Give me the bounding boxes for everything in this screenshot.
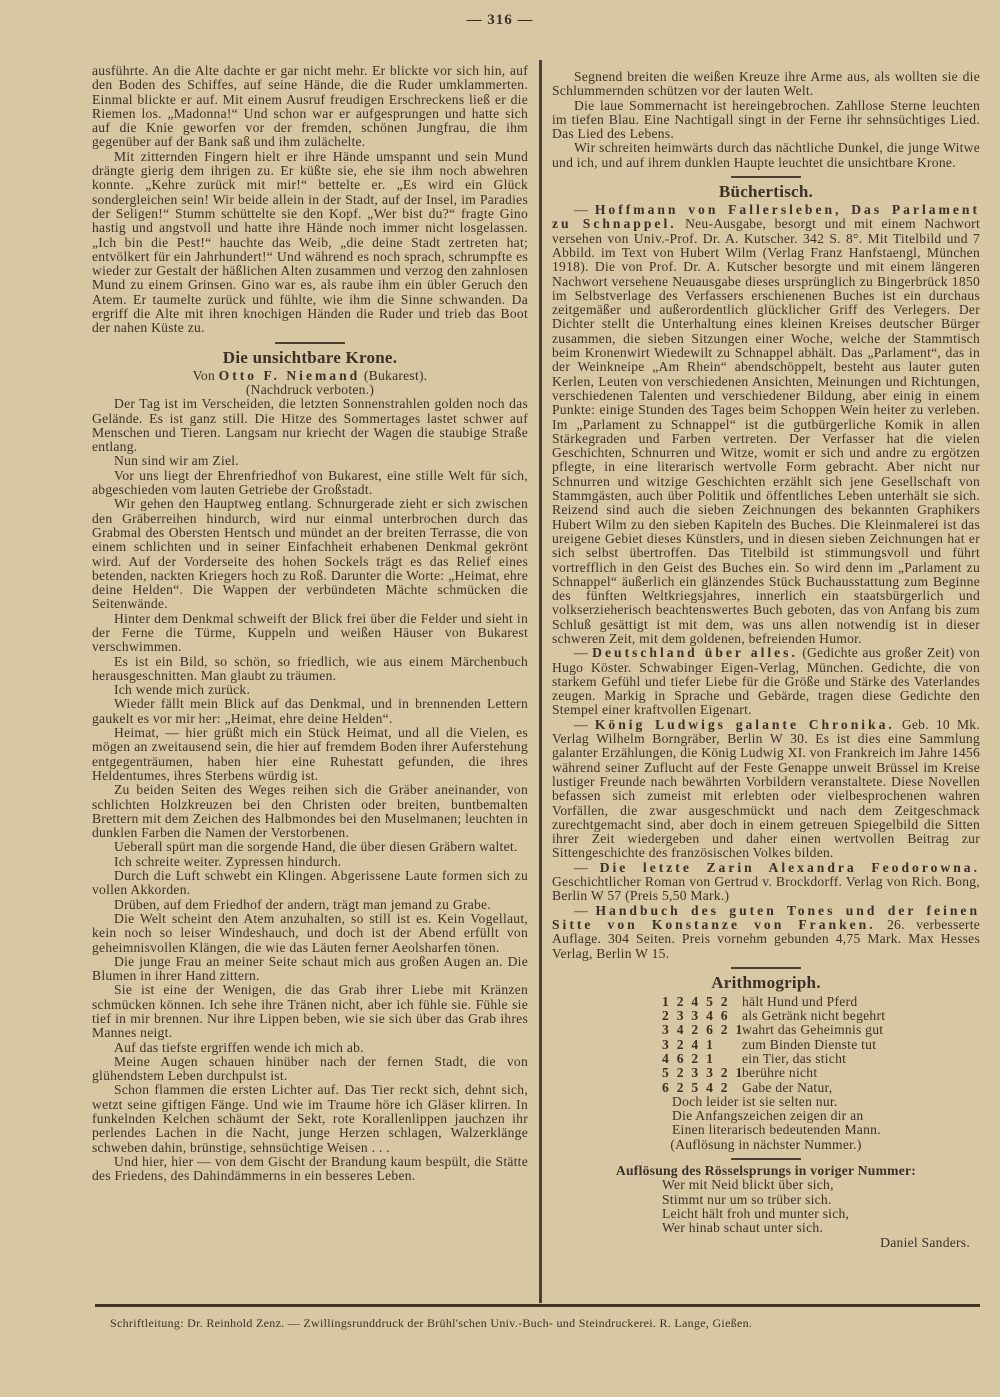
book-review-entry (552, 904, 980, 961)
entry-dash: — (574, 902, 596, 918)
story-paragraph: Der Tag ist im Verscheiden, die letzten Sonnenstrahlen golden noch das Gelände. Es ist ganz still. Die Hitze des Sommertages lastet schwer auf Menschen und Tieren. Langsam nur kriecht der Wagen die staubige Straße entlang. (92, 396, 528, 455)
story-end-paragraph: Wir schreiten heimwärts durch das nächtliche Dunkel, die junge Witwe und ich, und auf ihrem dunklen Haupte leuchtet die unsichtbare Krone. (552, 140, 980, 170)
imprint-footer: Schriftleitung: Dr. Reinhold Zenz. — Zwillingsrunddruck der Brühl'schen Univ.-Buch- und Steindruckerei. R. Lange, Gießen. (110, 1316, 753, 1330)
story-paragraph: Und hier, hier — von dem Gischt der Brandung kaum bespült, die Stätte des Friedens, des Dahindämmerns in ein besseres Leben. (92, 1153, 528, 1184)
story-paragraph: Zu beiden Seiten des Weges reihen sich die Gräber aneinander, von schlichten Holzkreuzen bei den Christen oder breiten, buntbemalten Brettern mit dem Zeichen des Halbmondes bei den Muselmanen; leuchten in dunklen Farben die Namen der Verstorbenen. (92, 782, 528, 841)
puzzle-row (662, 1038, 980, 1052)
solution-verse (662, 1178, 980, 1235)
book-review-entry (552, 203, 980, 646)
story-paragraph: Meine Augen schauen hinüber nach der fernen Stadt, die von glühendstem Leben durchpulst ist. (92, 1053, 528, 1084)
puzzle-digits: 4 6 2 1 (662, 1051, 714, 1066)
puzzle-row (662, 995, 980, 1009)
page-number: — 316 — (466, 12, 534, 28)
solution-line: Wer hinab schaut unter sich. (662, 1220, 824, 1236)
book-review-entry (552, 861, 980, 904)
section-divider (731, 1158, 801, 1160)
right-column (552, 64, 980, 1250)
story-paragraph: Drüben, auf dem Friedhof der andern, trägt man jemand zu Grabe. (114, 896, 491, 912)
puzzle-digits: 3 4 2 6 2 1 (662, 1022, 743, 1038)
book-reviews (552, 203, 980, 961)
story-paragraph: Ich schreite weiter. Zypressen hindurch. (114, 853, 342, 869)
story-paragraph: Die Welt scheint den Atem anzuhalten, so still ist es. Kein Vogellaut, kein noch so leiser Windeshauch, und doch ist der Abend erfüllt von geheimnisvollen Klängen, die wie das Läuten ferner Aeolsharfen tönen. (92, 910, 528, 955)
story-paragraph: Die junge Frau an meiner Seite schaut mich aus großen Augen an. Die Blumen in ihrer Hand zittern. (92, 953, 528, 984)
puzzle-rows (662, 995, 980, 1095)
story-body (92, 397, 528, 1183)
puzzle-row (662, 1009, 980, 1023)
story-continuation-paragraph: ausführte. An die Alte dachte er gar nicht mehr. Er blickte vor sich hin, auf den Boden des Schiffes, auf seine Hände, die die Ruder umklammerten. Einmal blickte er auf. Mit einem Ausruf freudigen Erschreckens ließ er die Riemen los. „Madonna!“ Und schon war er aufgesprungen und hatte sich auf die Knie geworfen vor der fremden, schönen Jungfrau, die ihm gegenüber auf der Bank saß und ihm zulächelte. (92, 63, 528, 150)
section-divider (275, 342, 345, 344)
story-title: Die unsichtbare Krone. (222, 347, 398, 367)
story-paragraph: Hinter dem Denkmal schweift der Blick frei über die Felder und sieht in der Ferne die Türme, Kuppeln und weißen Häuser von Bukarest verschwimmen. (92, 610, 528, 655)
book-review-entry (552, 718, 980, 861)
verse-line: Einen literarisch bedeutenden Mann. (672, 1122, 881, 1138)
puzzle-digits: 3 2 4 1 (662, 1036, 714, 1052)
footer-rule (95, 1304, 980, 1307)
puzzle-note: (Auflösung in nächster Nummer.) (670, 1136, 862, 1152)
puzzle-clue: berühre nicht (742, 1065, 818, 1081)
column-divider (539, 60, 542, 1303)
puzzle-clue: zum Binden Dienste tut (742, 1036, 877, 1052)
puzzle-digits: 5 2 3 3 2 1 (662, 1065, 743, 1081)
story-byline (92, 369, 528, 383)
solution-line: Wer mit Neid blickt über sich, (662, 1177, 834, 1193)
puzzle-clue: als Getränk nicht begehrt (742, 1008, 886, 1024)
solution-line: Stimmt nur um so trüber sich. (662, 1191, 832, 1207)
story-paragraph: Durch die Luft schwebt ein Klingen. Abgerissene Laute formen sich zu vollen Akkorden. (92, 868, 528, 898)
story-paragraph: Nun sind wir am Ziel. (114, 453, 239, 469)
book-description: (Gedichte aus großer Zeit) von Hugo Köster. Schwabinger Eigen-Verlag, München. Gedichte, die von starkem Gefühl und tiefer Liebe für die Größe und Stärke des Vaterlandes zeugen. Markig in Sprache und Gebärde, tragen diese Gedichte den Stempel einer kraftvollen Eigenart. (552, 645, 980, 718)
story-paragraph: Auf das tiefste ergriffen wende ich mich ab. (114, 1039, 364, 1055)
entry-dash: — (574, 859, 600, 875)
book-description: Geschichtlicher Roman von Gertrud v. Brockdorff. Verlag von Rich. Bong, Berlin W 57 (Preis 5,50 Mark.) (552, 874, 980, 904)
solution-signature: Daniel Sanders. (880, 1234, 970, 1250)
story-paragraph: Ich wende mich zurück. (114, 682, 251, 698)
book-title: Hoffmann von Fallersleben, Das Parlament zu Schnappel. (552, 202, 980, 232)
puzzle-title: Arithmogriph. (711, 972, 821, 992)
puzzle-clue: hält Hund und Pferd (742, 993, 858, 1009)
book-title: Handbuch des guten Tones und der feinen Sitte von Konstanze von Franken. (552, 902, 981, 932)
story-paragraph: Wieder fällt mein Blick auf das Denkmal, und in brennenden Lettern gaukelt es vor mir her: „Heimat, ehre deine Helden“. (92, 696, 528, 726)
puzzle-digits: 6 2 5 4 2 (662, 1079, 728, 1095)
solution-heading: Auflösung des Rösselsprungs in voriger Nummer: (615, 1163, 917, 1179)
puzzle-clue: ein Tier, das sticht (742, 1051, 847, 1066)
puzzle-digits: 2 3 3 4 6 (662, 1008, 728, 1024)
puzzle-row (662, 1023, 980, 1037)
byline-place: (Bukarest). (363, 367, 428, 383)
puzzle-clue: wahrt das Geheimnis gut (742, 1022, 884, 1038)
puzzle-row (662, 1066, 980, 1080)
story-paragraph: Es ist ein Bild, so schön, so friedlich, wie aus einem Märchenbuch herausgeschnitten. Man glaubt zu träumen. (92, 653, 528, 683)
story-paragraph: Schon flammen die ersten Lichter auf. Das Tier reckt sich, dehnt sich, wetzt seine giftigen Fänge. Und wie im Traume höre ich Gläser klirren. In funkelnden Kelchen schäumt der Sekt, rote Korallenlippen jauchzen ihr perlendes Lachen in die Nacht, junge Herzen schlagen, Walzerklänge schweben dahin, brünstige, sehnsüchtige Weisen . . . (92, 1082, 528, 1155)
book-description: Neu-Ausgabe, besorgt und mit einem Nachwort versehen von Univ.-Prof. Dr. A. Kutscher. 342 S. 8°. Mit Titelbild und 7 Abbild. im Text von Hubert Wilm (Verlag Franz Hanfstaengl, München 1918). Die von Prof. Dr. A. Kutscher besorgte und mit einem längeren Nachwort versehene Neuausgabe dieses ursprünglich zu Bingerbrück 1850 im Selbstverlage des Verfassers erschienenen Buches ist ein durchaus zeitgemäßer und außerordentlich glücklicher Griff des Verlegers. Der Dichter stellt die Unterhaltung eines kleinen Kreises deutscher Bürger zusammen, die sieben Sitzungen einer Woche, welche der Stammtisch beim Kronenwirt Wiedewilt zu Schnappel abhält. Das „Parlament“, das in der Weinkneipe „Am Rhein“ abendschöppelt, besteht aus lauter guten Kerlen, Leuten von verschiedenen Ansichten, Meinungen und Richtungen, verschiedenen Talenten und verschiedener Bildung, aber einig in einem Punkte: einige Stunden des Tages beim Schoppen Wein heiter zu verleben. Im „Parlament zu Schnappel“ ist die gutbürgerliche Komik in allen Stärkegraden und Farben vertreten. Der Verfasser hat die vielen Geschichten, Schnurren und Witze, womit er sich und andre zu ergötzen pflegte, in eine literarisch wertvolle Form gebracht. Aber nicht nur Schnurren und witzige Geschichten erzählt sich jene Gesellschaft von Stammgästen, auch über Politik und öffentliches Leben unterhält sie sich. Reizend sind auch die sieben Zeichnungen des bekannten Graphikers Hubert Wilm zu den sieben Kapiteln des Buches. Die Kleinmalerei ist das ureigene Gebiet dieses Künstlers, und in diesen sieben Zeichnungen hat er sich selbst übertroffen. Das Titelbild ist stimmungsvoll und führt vortrefflich in den Geist des Buches ein. So wird denn im „Parlament zu Schnappel“ äußerlich ein glänzendes Stück Buchausstattung zum Beginne des fünften Weltkriegsjahres, innerlich ein staatsbürgerlich und volkserzieherisch beachtenswertes Buch geboten, das von Anfang bis zum Schluß gesättigt ist mit dem, was uns allen notwendig ist in dieser schweren Zeit, mit dem goldenen, befreienden Humor. (552, 216, 980, 646)
puzzle-clue: Gabe der Natur, (742, 1079, 833, 1095)
left-column (92, 64, 528, 1184)
story-end-paragraph: Segnend breiten die weißen Kreuze ihre Arme aus, als wollten sie die Schlummernden schützen vor der lauten Welt. (552, 69, 980, 99)
book-title: Deutschland über alles. (592, 645, 798, 661)
author-name: Otto F. Niemand (218, 367, 361, 383)
solution-line: Leicht hält froh und munter sich, (662, 1205, 850, 1221)
verse-line: Doch leider ist sie selten nur. (672, 1093, 838, 1109)
story-paragraph: Vor uns liegt der Ehrenfriedhof von Bukarest, eine stille Welt für sich, abgeschieden vom lauten Getriebe der Großstadt. (92, 467, 528, 498)
book-description: 26. verbesserte Auflage. 304 Seiten. Preis vornehm gebunden 4,75 Mark. Max Hesses Verlag, Berlin W 15. (552, 916, 980, 961)
puzzle-row (662, 1052, 980, 1066)
puzzle-digits: 1 2 4 5 2 (662, 993, 728, 1009)
story-end-paragraph: Die laue Sommernacht ist hereingebrochen. Zahllose Sterne leuchten im tiefen Blau. Eine Nachtigall singt in der Ferne ihr sehnsüchtiges Lied. Das Lied des Lebens. (552, 97, 980, 142)
story-paragraph: Ueberall spürt man die sorgende Hand, die über diesen Gräbern waltet. (114, 839, 518, 855)
section-divider (731, 967, 801, 969)
puzzle-verse (672, 1095, 980, 1138)
entry-dash: — (574, 202, 595, 218)
section-divider (731, 176, 801, 178)
story-continuation-paragraph: Mit zitternden Fingern hielt er ihre Hände umspannt und sein Mund drängte gierig dem ihrigen zu. Er küßte sie, ehe sie ihm noch abwehren konnte. „Kehre zurück mit mir!“ bettelte er. „Es wird ein Glück sondergleichen sein! Wir beide allein in der Stadt, auf der Insel, im Paradies der Seligen!“ Stumm schüttelte sie den Kopf. „Wer bist du?“ fragte Gino hastig und angstvoll und hatte ihre Hände noch immer nicht losgelassen. „Ich bin die Pest!“ hauchte das Weib, „die deine Stadt zertreten hat; entvölkert für ein Jahrhundert!“ Und während es noch sprach, schrumpfte es wieder zur Gestalt der häßlichen Alten zusammen und verzog den zahnlosen Mund zu einem Grinsen. Gino war es, als raube ihm ein übler Geruch den Atem. Er taumelte zurück und fühlte, wie ihm die Sinne schwanden. Da ergriff die Alte mit ihren knochigen Händen die Ruder und trieb das Boot der nahen Küste zu. (92, 148, 528, 336)
book-title: Die letzte Zarin Alexandra Feodorowna. (599, 859, 980, 875)
entry-dash: — (574, 645, 593, 661)
story-paragraph: Wir gehen den Hauptweg entlang. Schnurgerade zieht er sich zwischen den Gräberreihen hindurch, wird nur einmal unterbrochen durch das Grabmal des Obersten Hentsch und mündet an der breiten Terrasse, die von einem schlichten und in seiner Einfachheit erhabenen Denkmal gekrönt wird. Auf der Vorderseite des hohen Sockels trägt es das Relief eines betenden, nackten Kriegers hoch zu Roß. Darunter die Worte: „Heimat, ehre deine Helden“. Die Wappen der verbündeten Mächte schmücken die Seitenwände. (92, 496, 528, 612)
book-title: König Ludwigs galante Chronika. (594, 716, 895, 732)
verse-line: Die Anfangszeichen zeigen dir an (672, 1108, 864, 1124)
story-paragraph: Sie ist eine der Wenigen, die das Grab ihrer Liebe mit Kränzen schmücken können. Ich sehe ihre Tränen nicht, aber ich fühle sie. Fühle sie tief in mir brennen. Nur ihre Lippen beben, wie sie sich über das Grab ihres Mannes neigt. (92, 982, 528, 1041)
book-review-entry (552, 646, 980, 717)
books-section-title: Büchertisch. (718, 182, 814, 202)
byline-prefix: Von (192, 367, 216, 383)
book-description: Geb. 10 Mk. Verlag Wilhelm Borngräber, Berlin W 30. Es ist dies eine Sammlung galanter Erzählungen, die König Ludwig XI. von Frankreich im Jahre 1456 während seiner Zuflucht auf der Feste Genappe unweit Brüssel im Kreise lustiger Freunde nach bewährten Vorbildern veranstaltete. Diese Novellen befassen sich zumeist mit erlebten oder vielbesprochenen wahren Vorfällen, die zwar ausgeschmückt und nach dem Zeitgeschmack zurechtgemacht sind, aber doch in einem getreuen Spiegelbild die Sitten ihrer Zeit wiedergeben und daher einen wertvollen Beitrag zur Sittengeschichte des französischen Volkes bilden. (552, 716, 980, 861)
story-paragraph: Heimat, — hier grüßt mich ein Stück Heimat, und all die Vielen, es mögen an zweitausend sein, die hier auf fremdem Boden ihrer Auferstehung entgegenträumen, haben hier eine Ruhestatt gefunden, die ihres Heldentumes, ihres Sterbens würdig ist. (92, 725, 528, 783)
reprint-notice: (Nachdruck verboten.) (245, 381, 375, 397)
entry-dash: — (574, 716, 595, 732)
puzzle-row (662, 1081, 980, 1095)
